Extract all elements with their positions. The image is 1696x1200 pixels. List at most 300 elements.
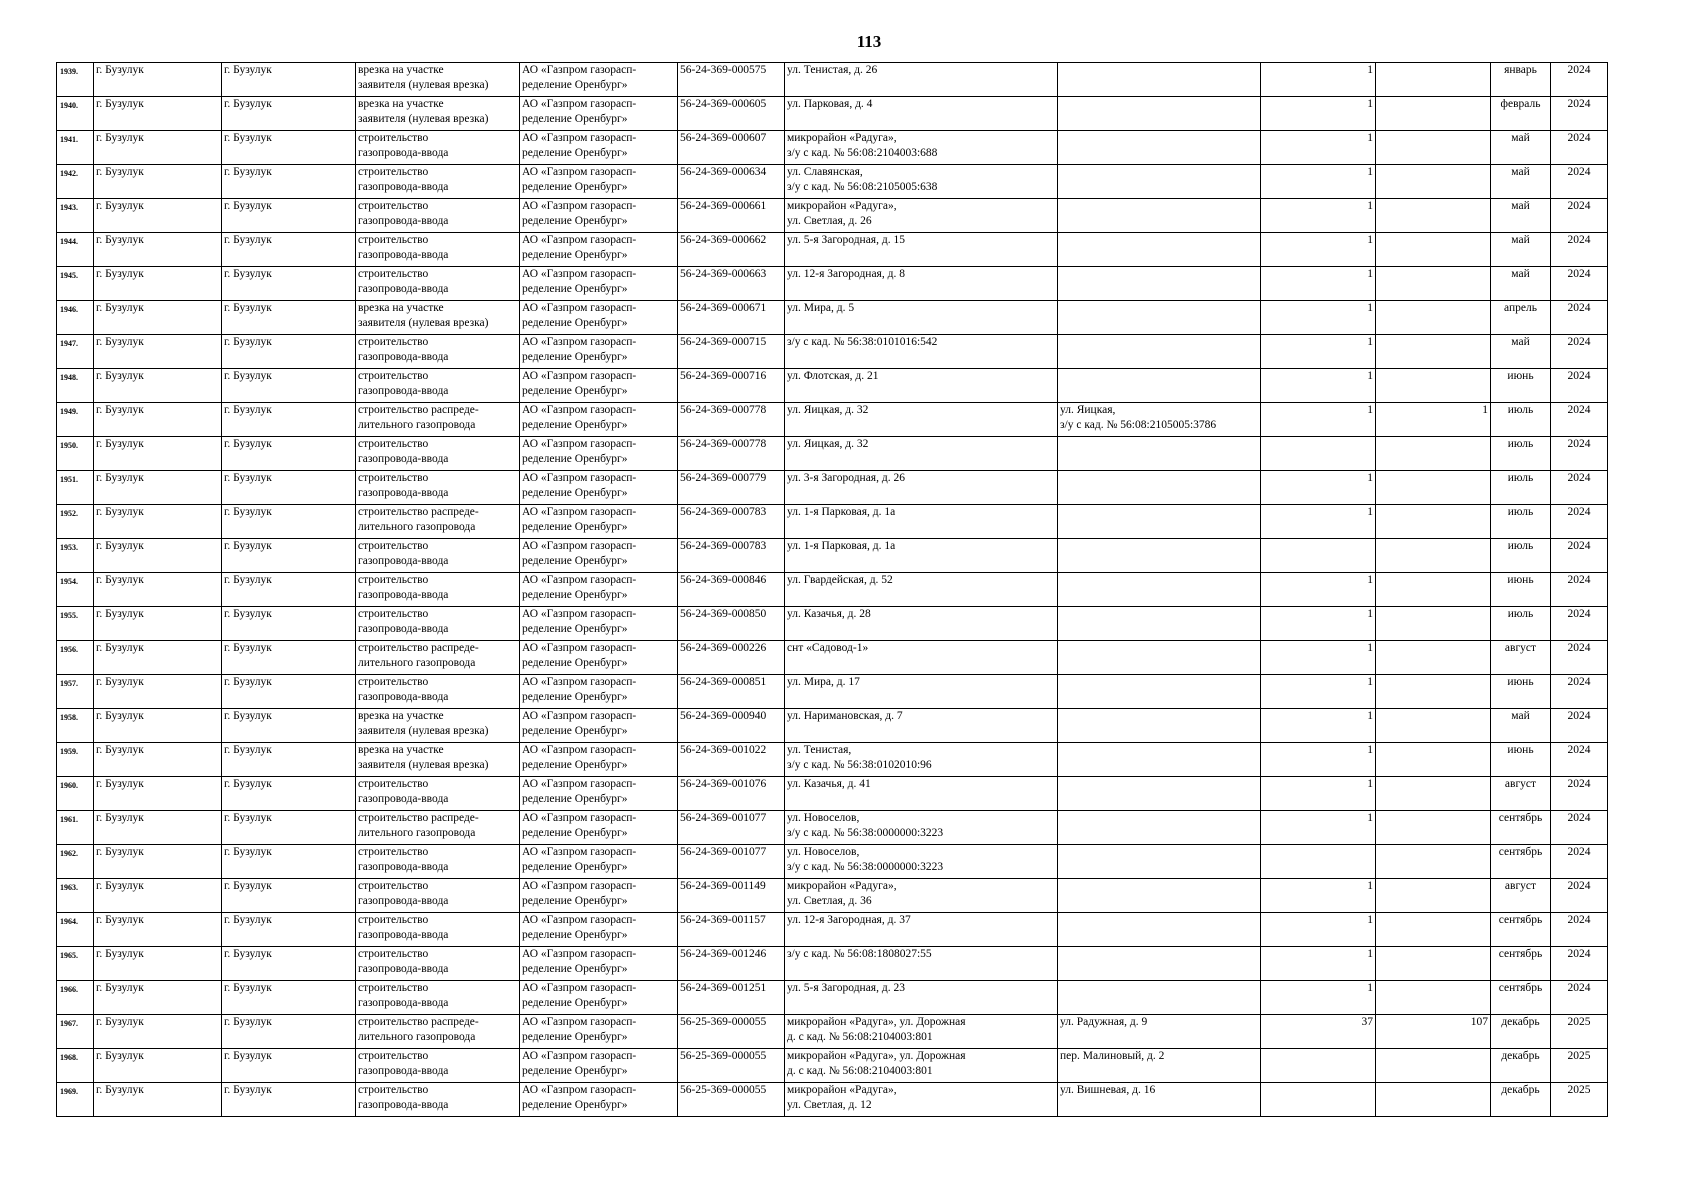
year-cell: 2024 [1551, 97, 1608, 131]
settlement-cell: г. Бузулук [222, 471, 356, 505]
row-number: 1954. [57, 573, 94, 607]
settlement-cell: г. Бузулук [222, 879, 356, 913]
month-cell: май [1491, 335, 1551, 369]
organization-line-2: ределение Оренбург» [522, 691, 628, 703]
organization-line-1: АО «Газпром газорасп- [522, 302, 637, 314]
code-cell: 56-24-369-000783 [678, 539, 785, 573]
address-line-1: ул. Яицкая, д. 32 [787, 438, 869, 450]
organization-line-1: АО «Газпром газорасп- [522, 948, 637, 960]
organization-cell [520, 63, 678, 97]
address-extra-line-1: ул. Радужная, д. 9 [1060, 1016, 1148, 1028]
quantity-2-cell [1376, 97, 1491, 131]
row-number: 1947. [57, 335, 94, 369]
municipality-cell: г. Бузулук [94, 573, 222, 607]
municipality-cell: г. Бузулук [94, 233, 222, 267]
work-type-line-1: строительство распреде- [358, 642, 479, 654]
municipality-cell: г. Бузулук [94, 777, 222, 811]
quantity-1-cell: 1 [1261, 63, 1376, 97]
year-cell: 2024 [1551, 199, 1608, 233]
code-cell: 56-24-369-000226 [678, 641, 785, 675]
organization-line-1: АО «Газпром газорасп- [522, 132, 637, 144]
address-extra-cell [1058, 607, 1261, 641]
work-type-cell [356, 233, 520, 267]
table-row [57, 539, 1608, 573]
settlement-cell: г. Бузулук [222, 267, 356, 301]
quantity-1-cell: 1 [1261, 505, 1376, 539]
address-extra-cell [1058, 811, 1261, 845]
organization-cell [520, 335, 678, 369]
municipality-cell: г. Бузулук [94, 97, 222, 131]
quantity-1-cell: 1 [1261, 981, 1376, 1015]
table-row [57, 879, 1608, 913]
organization-line-2: ределение Оренбург» [522, 249, 628, 261]
organization-cell [520, 301, 678, 335]
table-row [57, 913, 1608, 947]
organization-line-2: ределение Оренбург» [522, 215, 628, 227]
code-cell: 56-25-369-000055 [678, 1015, 785, 1049]
settlement-cell: г. Бузулук [222, 1015, 356, 1049]
organization-cell [520, 641, 678, 675]
work-type-line-1: строительство [358, 778, 429, 790]
organization-line-2: ределение Оренбург» [522, 929, 628, 941]
year-cell: 2024 [1551, 505, 1608, 539]
address-line-2: з/у с кад. № 56:38:0000000:3223 [787, 827, 944, 839]
organization-line-1: АО «Газпром газорасп- [522, 268, 637, 280]
address-line-1: ул. Новоселов, [787, 846, 860, 858]
row-number: 1941. [57, 131, 94, 165]
organization-line-2: ределение Оренбург» [522, 657, 628, 669]
work-type-line-1: строительство [358, 948, 429, 960]
municipality-cell: г. Бузулук [94, 947, 222, 981]
address-line-1: ул. 5-я Загородная, д. 23 [787, 982, 905, 994]
address-cell [785, 165, 1058, 199]
quantity-2-cell [1376, 301, 1491, 335]
quantity-1-cell: 1 [1261, 641, 1376, 675]
address-line-2: з/у с кад. № 56:08:2105005:638 [787, 181, 938, 193]
organization-line-1: АО «Газпром газорасп- [522, 438, 637, 450]
address-extra-cell [1058, 777, 1261, 811]
quantity-1-cell: 1 [1261, 267, 1376, 301]
address-line-1: микрорайон «Радуга», [787, 132, 897, 144]
work-type-line-2: газопровода-ввода [358, 249, 449, 261]
municipality-cell: г. Бузулук [94, 505, 222, 539]
address-line-2: д. с кад. № 56:08:2104003:801 [787, 1065, 933, 1077]
code-cell: 56-24-369-000662 [678, 233, 785, 267]
work-type-line-2: газопровода-ввода [358, 691, 449, 703]
quantity-1-cell: 1 [1261, 471, 1376, 505]
organization-cell [520, 539, 678, 573]
municipality-cell: г. Бузулук [94, 675, 222, 709]
quantity-1-cell: 1 [1261, 97, 1376, 131]
organization-cell [520, 505, 678, 539]
organization-line-1: АО «Газпром газорасп- [522, 472, 637, 484]
address-cell [785, 437, 1058, 471]
work-type-line-1: строительство [358, 166, 429, 178]
quantity-1-cell [1261, 539, 1376, 573]
organization-line-1: АО «Газпром газорасп- [522, 200, 637, 212]
row-number: 1943. [57, 199, 94, 233]
quantity-2-cell [1376, 777, 1491, 811]
organization-line-2: ределение Оренбург» [522, 385, 628, 397]
year-cell: 2024 [1551, 437, 1608, 471]
quantity-1-cell: 1 [1261, 165, 1376, 199]
work-type-line-2: газопровода-ввода [358, 453, 449, 465]
work-type-line-1: врезка на участке [358, 710, 444, 722]
year-cell: 2024 [1551, 641, 1608, 675]
settlement-cell: г. Бузулук [222, 607, 356, 641]
organization-line-2: ределение Оренбург» [522, 521, 628, 533]
address-line-1: ул. 5-я Загородная, д. 15 [787, 234, 905, 246]
month-cell: декабрь [1491, 1083, 1551, 1117]
address-line-1: ул. Парковая, д. 4 [787, 98, 873, 110]
organization-line-2: ределение Оренбург» [522, 181, 628, 193]
code-cell: 56-24-369-000851 [678, 675, 785, 709]
work-type-line-1: строительство [358, 676, 429, 688]
organization-line-2: ределение Оренбург» [522, 147, 628, 159]
organization-line-1: АО «Газпром газорасп- [522, 540, 637, 552]
municipality-cell: г. Бузулук [94, 1015, 222, 1049]
municipality-cell: г. Бузулук [94, 165, 222, 199]
code-cell: 56-24-369-000575 [678, 63, 785, 97]
row-number: 1968. [57, 1049, 94, 1083]
quantity-2-cell [1376, 63, 1491, 97]
work-type-cell [356, 403, 520, 437]
organization-cell [520, 981, 678, 1015]
work-type-cell [356, 675, 520, 709]
municipality-cell: г. Бузулук [94, 267, 222, 301]
organization-line-2: ределение Оренбург» [522, 487, 628, 499]
work-type-line-1: строительство [358, 1084, 429, 1096]
work-type-line-2: газопровода-ввода [358, 1065, 449, 1077]
organization-line-1: АО «Газпром газорасп- [522, 642, 637, 654]
code-cell: 56-24-369-000779 [678, 471, 785, 505]
row-number: 1967. [57, 1015, 94, 1049]
work-type-cell [356, 131, 520, 165]
work-type-cell [356, 505, 520, 539]
month-cell: июнь [1491, 743, 1551, 777]
work-type-cell [356, 301, 520, 335]
work-type-line-2: заявителя (нулевая врезка) [358, 759, 489, 771]
address-extra-cell [1058, 199, 1261, 233]
work-type-cell [356, 743, 520, 777]
address-cell [785, 131, 1058, 165]
work-type-line-1: строительство [358, 982, 429, 994]
settlement-cell: г. Бузулук [222, 369, 356, 403]
organization-cell [520, 165, 678, 199]
code-cell: 56-25-369-000055 [678, 1083, 785, 1117]
code-cell: 56-24-369-001251 [678, 981, 785, 1015]
quantity-2-cell: 1 [1376, 403, 1491, 437]
address-line-1: микрорайон «Радуга», [787, 1084, 897, 1096]
settlement-cell: г. Бузулук [222, 845, 356, 879]
quantity-1-cell: 1 [1261, 369, 1376, 403]
address-extra-line-1: ул. Яицкая, [1060, 404, 1116, 416]
year-cell: 2024 [1551, 709, 1608, 743]
year-cell: 2024 [1551, 165, 1608, 199]
quantity-2-cell [1376, 199, 1491, 233]
table-row [57, 743, 1608, 777]
quantity-2-cell [1376, 437, 1491, 471]
work-type-cell [356, 199, 520, 233]
work-type-line-1: строительство распреде- [358, 1016, 479, 1028]
work-type-line-1: врезка на участке [358, 98, 444, 110]
table-row [57, 1049, 1608, 1083]
work-type-cell [356, 63, 520, 97]
table-row [57, 267, 1608, 301]
work-type-line-2: газопровода-ввода [358, 895, 449, 907]
address-extra-cell [1058, 131, 1261, 165]
organization-line-2: ределение Оренбург» [522, 759, 628, 771]
row-number: 1953. [57, 539, 94, 573]
quantity-1-cell: 1 [1261, 199, 1376, 233]
month-cell: сентябрь [1491, 811, 1551, 845]
organization-line-2: ределение Оренбург» [522, 1099, 628, 1111]
quantity-2-cell [1376, 471, 1491, 505]
quantity-1-cell: 1 [1261, 879, 1376, 913]
organization-line-1: АО «Газпром газорасп- [522, 710, 637, 722]
organization-line-2: ределение Оренбург» [522, 793, 628, 805]
address-line-1: микрорайон «Радуга», [787, 880, 897, 892]
table-row [57, 573, 1608, 607]
address-extra-cell [1058, 471, 1261, 505]
settlement-cell: г. Бузулук [222, 539, 356, 573]
quantity-1-cell: 1 [1261, 675, 1376, 709]
quantity-1-cell: 1 [1261, 811, 1376, 845]
quantity-2-cell [1376, 505, 1491, 539]
work-type-line-1: строительство [358, 574, 429, 586]
year-cell: 2024 [1551, 879, 1608, 913]
quantity-2-cell [1376, 675, 1491, 709]
organization-line-2: ределение Оренбург» [522, 589, 628, 601]
organization-line-1: АО «Газпром газорасп- [522, 982, 637, 994]
municipality-cell: г. Бузулук [94, 199, 222, 233]
quantity-2-cell [1376, 641, 1491, 675]
table-row [57, 369, 1608, 403]
quantity-2-cell [1376, 233, 1491, 267]
work-type-line-2: газопровода-ввода [358, 589, 449, 601]
municipality-cell: г. Бузулук [94, 437, 222, 471]
address-extra-cell [1058, 947, 1261, 981]
work-type-line-1: строительство [358, 336, 429, 348]
organization-line-1: АО «Газпром газорасп- [522, 812, 637, 824]
settlement-cell: г. Бузулук [222, 709, 356, 743]
table-row [57, 63, 1608, 97]
address-cell [785, 573, 1058, 607]
address-extra-line-1: пер. Малиновый, д. 2 [1060, 1050, 1165, 1062]
table-row [57, 403, 1608, 437]
organization-cell [520, 267, 678, 301]
work-type-cell [356, 845, 520, 879]
work-type-line-2: газопровода-ввода [358, 1099, 449, 1111]
quantity-2-cell [1376, 573, 1491, 607]
work-type-line-1: строительство [358, 608, 429, 620]
month-cell: июнь [1491, 675, 1551, 709]
address-line-1: микрорайон «Радуга», ул. Дорожная [787, 1016, 966, 1028]
address-cell [785, 267, 1058, 301]
address-cell [785, 811, 1058, 845]
quantity-1-cell [1261, 1083, 1376, 1117]
address-line-1: ул. Казачья, д. 28 [787, 608, 871, 620]
table-row [57, 505, 1608, 539]
settlement-cell: г. Бузулук [222, 233, 356, 267]
address-cell [785, 471, 1058, 505]
table-row [57, 233, 1608, 267]
organization-line-1: АО «Газпром газорасп- [522, 98, 637, 110]
address-extra-cell [1058, 709, 1261, 743]
address-cell [785, 505, 1058, 539]
work-type-line-1: строительство [358, 472, 429, 484]
address-line-1: ул. Казачья, д. 41 [787, 778, 871, 790]
quantity-2-cell [1376, 1083, 1491, 1117]
quantity-2-cell [1376, 913, 1491, 947]
table-row [57, 947, 1608, 981]
address-cell [785, 301, 1058, 335]
settlement-cell: г. Бузулук [222, 301, 356, 335]
year-cell: 2024 [1551, 743, 1608, 777]
quantity-1-cell: 1 [1261, 709, 1376, 743]
month-cell: июнь [1491, 573, 1551, 607]
organization-cell [520, 777, 678, 811]
quantity-1-cell: 1 [1261, 335, 1376, 369]
organization-cell [520, 131, 678, 165]
year-cell: 2024 [1551, 233, 1608, 267]
quantity-2-cell [1376, 981, 1491, 1015]
address-cell [785, 777, 1058, 811]
code-cell: 56-24-369-000716 [678, 369, 785, 403]
municipality-cell: г. Бузулук [94, 641, 222, 675]
work-type-line-1: строительство [358, 200, 429, 212]
organization-line-2: ределение Оренбург» [522, 963, 628, 975]
organization-line-2: ределение Оренбург» [522, 351, 628, 363]
address-extra-cell [1058, 539, 1261, 573]
code-cell: 56-24-369-000778 [678, 403, 785, 437]
year-cell: 2024 [1551, 777, 1608, 811]
work-type-line-1: строительство распреде- [358, 812, 479, 824]
row-number: 1940. [57, 97, 94, 131]
organization-line-2: ределение Оренбург» [522, 895, 628, 907]
work-type-cell [356, 437, 520, 471]
work-type-cell [356, 369, 520, 403]
month-cell: июнь [1491, 369, 1551, 403]
row-number: 1969. [57, 1083, 94, 1117]
quantity-2-cell [1376, 369, 1491, 403]
code-cell: 56-24-369-001077 [678, 811, 785, 845]
address-line-1: ул. 12-я Загородная, д. 37 [787, 914, 911, 926]
address-extra-cell [1058, 1083, 1261, 1117]
address-extra-cell [1058, 403, 1261, 437]
quantity-1-cell: 1 [1261, 403, 1376, 437]
address-extra-cell [1058, 335, 1261, 369]
organization-line-2: ределение Оренбург» [522, 317, 628, 329]
code-cell: 56-24-369-000846 [678, 573, 785, 607]
quantity-2-cell [1376, 743, 1491, 777]
organization-line-2: ределение Оренбург» [522, 555, 628, 567]
work-type-line-1: строительство [358, 1050, 429, 1062]
quantity-1-cell [1261, 1049, 1376, 1083]
row-number: 1957. [57, 675, 94, 709]
month-cell: сентябрь [1491, 947, 1551, 981]
address-extra-cell [1058, 1049, 1261, 1083]
month-cell: август [1491, 777, 1551, 811]
year-cell: 2025 [1551, 1049, 1608, 1083]
municipality-cell: г. Бузулук [94, 743, 222, 777]
quantity-2-cell [1376, 709, 1491, 743]
municipality-cell: г. Бузулук [94, 845, 222, 879]
address-extra-cell [1058, 675, 1261, 709]
year-cell: 2025 [1551, 1015, 1608, 1049]
month-cell: июль [1491, 403, 1551, 437]
organization-line-1: АО «Газпром газорасп- [522, 778, 637, 790]
quantity-2-cell [1376, 335, 1491, 369]
organization-cell [520, 1083, 678, 1117]
municipality-cell: г. Бузулук [94, 539, 222, 573]
table-row [57, 811, 1608, 845]
year-cell: 2024 [1551, 675, 1608, 709]
quantity-1-cell: 1 [1261, 947, 1376, 981]
address-extra-cell [1058, 437, 1261, 471]
year-cell: 2024 [1551, 539, 1608, 573]
work-type-cell [356, 777, 520, 811]
address-line-1: з/у с кад. № 56:08:1808027:55 [787, 948, 932, 960]
organization-line-2: ределение Оренбург» [522, 623, 628, 635]
work-type-line-2: газопровода-ввода [358, 181, 449, 193]
municipality-cell: г. Бузулук [94, 301, 222, 335]
address-extra-cell [1058, 369, 1261, 403]
month-cell: май [1491, 709, 1551, 743]
address-cell [785, 335, 1058, 369]
table-row [57, 709, 1608, 743]
work-type-line-2: заявителя (нулевая врезка) [358, 725, 489, 737]
work-type-line-2: газопровода-ввода [358, 929, 449, 941]
organization-line-2: ределение Оренбург» [522, 419, 628, 431]
code-cell: 56-24-369-000663 [678, 267, 785, 301]
code-cell: 56-24-369-001246 [678, 947, 785, 981]
year-cell: 2024 [1551, 913, 1608, 947]
year-cell: 2024 [1551, 301, 1608, 335]
address-line-1: ул. Наримановская, д. 7 [787, 710, 903, 722]
work-type-cell [356, 97, 520, 131]
table-row [57, 1083, 1608, 1117]
work-type-line-1: врезка на участке [358, 744, 444, 756]
address-extra-cell [1058, 981, 1261, 1015]
address-cell [785, 369, 1058, 403]
work-type-line-2: газопровода-ввода [358, 385, 449, 397]
work-type-line-2: заявителя (нулевая врезка) [358, 79, 489, 91]
municipality-cell: г. Бузулук [94, 879, 222, 913]
quantity-1-cell [1261, 845, 1376, 879]
organization-cell [520, 675, 678, 709]
address-line-1: микрорайон «Радуга», [787, 200, 897, 212]
quantity-2-cell [1376, 539, 1491, 573]
address-cell [785, 607, 1058, 641]
address-line-1: ул. Мира, д. 17 [787, 676, 860, 688]
organization-cell [520, 947, 678, 981]
month-cell: август [1491, 641, 1551, 675]
row-number: 1951. [57, 471, 94, 505]
address-cell [785, 913, 1058, 947]
organization-cell [520, 437, 678, 471]
organization-line-1: АО «Газпром газорасп- [522, 336, 637, 348]
month-cell: сентябрь [1491, 845, 1551, 879]
month-cell: май [1491, 199, 1551, 233]
address-line-2: ул. Светлая, д. 26 [787, 215, 872, 227]
work-type-cell [356, 641, 520, 675]
address-extra-cell [1058, 505, 1261, 539]
organization-line-1: АО «Газпром газорасп- [522, 370, 637, 382]
row-number: 1960. [57, 777, 94, 811]
work-type-cell [356, 981, 520, 1015]
code-cell: 56-24-369-000634 [678, 165, 785, 199]
